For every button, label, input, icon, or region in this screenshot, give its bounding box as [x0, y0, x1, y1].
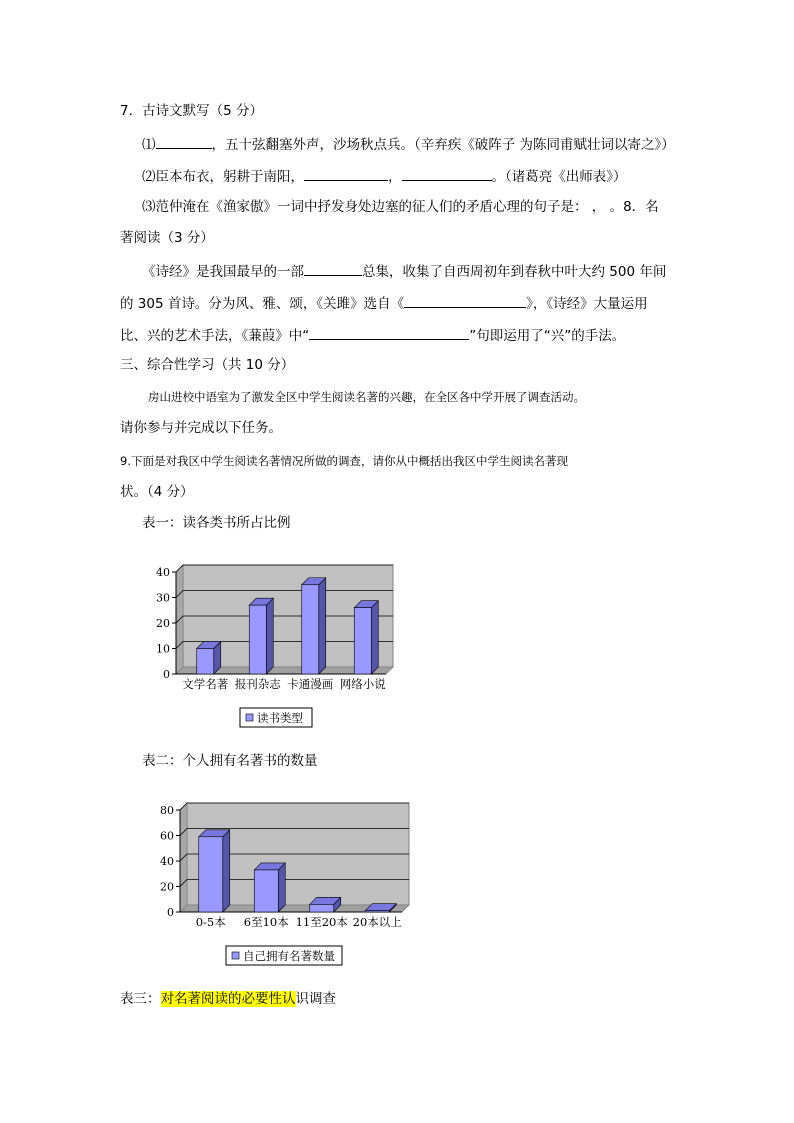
q8-line-2-prefix: 的 305 首诗。分为风、雅、颂，《关雎》选自《 [120, 296, 405, 312]
bar-side [223, 830, 230, 912]
bar-side [266, 598, 273, 674]
y-tick-label: 40 [160, 855, 174, 868]
legend-label: 自己拥有名著数量 [243, 949, 335, 963]
y-tick-label: 40 [156, 566, 170, 579]
x-tick-label: 报刊杂志 [234, 677, 281, 691]
bar [302, 585, 319, 674]
y-tick-label: 20 [156, 617, 170, 630]
bar [310, 904, 334, 912]
x-tick-label: 卡通漫画 [287, 677, 334, 691]
bar [197, 649, 214, 675]
y-tick-label: 60 [160, 829, 174, 843]
q7-line-2-mid: ， [388, 169, 402, 185]
x-tick-label: 文学名著 [182, 677, 229, 691]
y-tick-label: 20 [160, 880, 174, 894]
q7-line-1 [142, 134, 675, 154]
bar [254, 870, 278, 912]
q8-line-3-prefix: 比、兴的艺术手法，《蒹葭》中“ [120, 328, 310, 344]
answer-blank-3[interactable] [402, 166, 492, 181]
owned-books-bar-chart [150, 796, 420, 972]
answer-blank-6[interactable] [309, 325, 469, 340]
section-3-title: 三、综合性学习（共 10 分） [120, 357, 295, 373]
answer-blank-5[interactable] [404, 293, 526, 308]
q8-line-1 [142, 261, 666, 281]
answer-blank-1[interactable] [156, 134, 212, 149]
q7-line-1-prefix: ⑴ [142, 137, 156, 153]
q8-line-2 [120, 293, 648, 313]
reading-type-bar-chart [150, 556, 410, 736]
answer-blank-2[interactable] [304, 166, 388, 181]
q7-line-2-prefix: ⑵臣本布衣，躬耕于南阳， [142, 169, 304, 185]
y-tick-label: 80 [160, 804, 174, 817]
q8-title: 著阅读（3 分） [120, 230, 214, 246]
legend-swatch [246, 714, 253, 721]
q7-line-3: ⑶范仲淹在《渔家傲》一词中抒发身处边塞的征人们的矛盾心理的句子是： ， 。8．名 [142, 199, 659, 215]
y-tick-label: 0 [167, 906, 174, 919]
section-3-intro: 房山进校中语室为了激发全区中学生阅读名著的兴趣，在全区各中学开展了调查活动。 [148, 390, 585, 404]
bar [354, 608, 371, 674]
q9-line-2: 状。（4 分） [120, 484, 194, 500]
table-1-caption: 表一：读各类书所占比例 [142, 515, 291, 531]
y-tick-label: 30 [156, 591, 170, 605]
x-tick-label: 0-5本 [195, 915, 226, 929]
x-tick-label: 20本以上 [352, 915, 402, 929]
q8-line-3 [120, 325, 625, 345]
q9-line-1: 9.下面是对我区中学生阅读名著情况所做的调查，请你从中概括出我区中学生阅读名著现 [120, 454, 568, 468]
q8-line-1-text: 总集，收集了自西周初年到春秋中叶大约 500 年间 [362, 264, 667, 280]
legend-swatch [232, 952, 239, 959]
bar-side [319, 578, 326, 674]
q8-line-1-prefix: 《诗经》是我国最早的一部 [142, 264, 304, 280]
q7-line-1-text: ，五十弦翻塞外声，沙场秋点兵。（辛弃疾《破阵子 为陈同甫赋壮词以寄之》） [211, 137, 675, 153]
x-tick-label: 6至10本 [243, 915, 289, 929]
bar-side [278, 863, 285, 912]
section-3-task: 请你参与并完成以下任务。 [120, 420, 282, 436]
table-2-caption: 表二：个人拥有名著书的数量 [142, 753, 318, 769]
q7-line-2-text: 。（诸葛亮《出师表》） [491, 169, 627, 185]
table-3-suffix: 识调查 [295, 991, 336, 1007]
y-tick-label: 10 [156, 642, 170, 656]
x-tick-label: 11至20本 [295, 915, 348, 929]
answer-blank-4[interactable] [304, 261, 362, 276]
q8-line-3-text: ”句即运用了“兴”的手法。 [469, 328, 626, 344]
table-3-caption [120, 990, 336, 1008]
y-tick-label: 0 [163, 668, 170, 681]
q7-line-2 [142, 166, 627, 186]
bar [365, 911, 389, 912]
bar [249, 605, 266, 674]
bar [199, 837, 223, 912]
bar-side [371, 601, 378, 674]
legend-label: 读书类型 [257, 711, 303, 725]
table-3-prefix: 表三： [120, 991, 161, 1007]
q8-line-2-text: 》，《诗经》大量运用 [526, 296, 648, 312]
table-3-highlight: 对名著阅读的必要性认 [160, 991, 296, 1007]
x-tick-label: 网络小说 [339, 677, 386, 691]
q7-title: 7．古诗文默写（5 分） [120, 103, 263, 119]
